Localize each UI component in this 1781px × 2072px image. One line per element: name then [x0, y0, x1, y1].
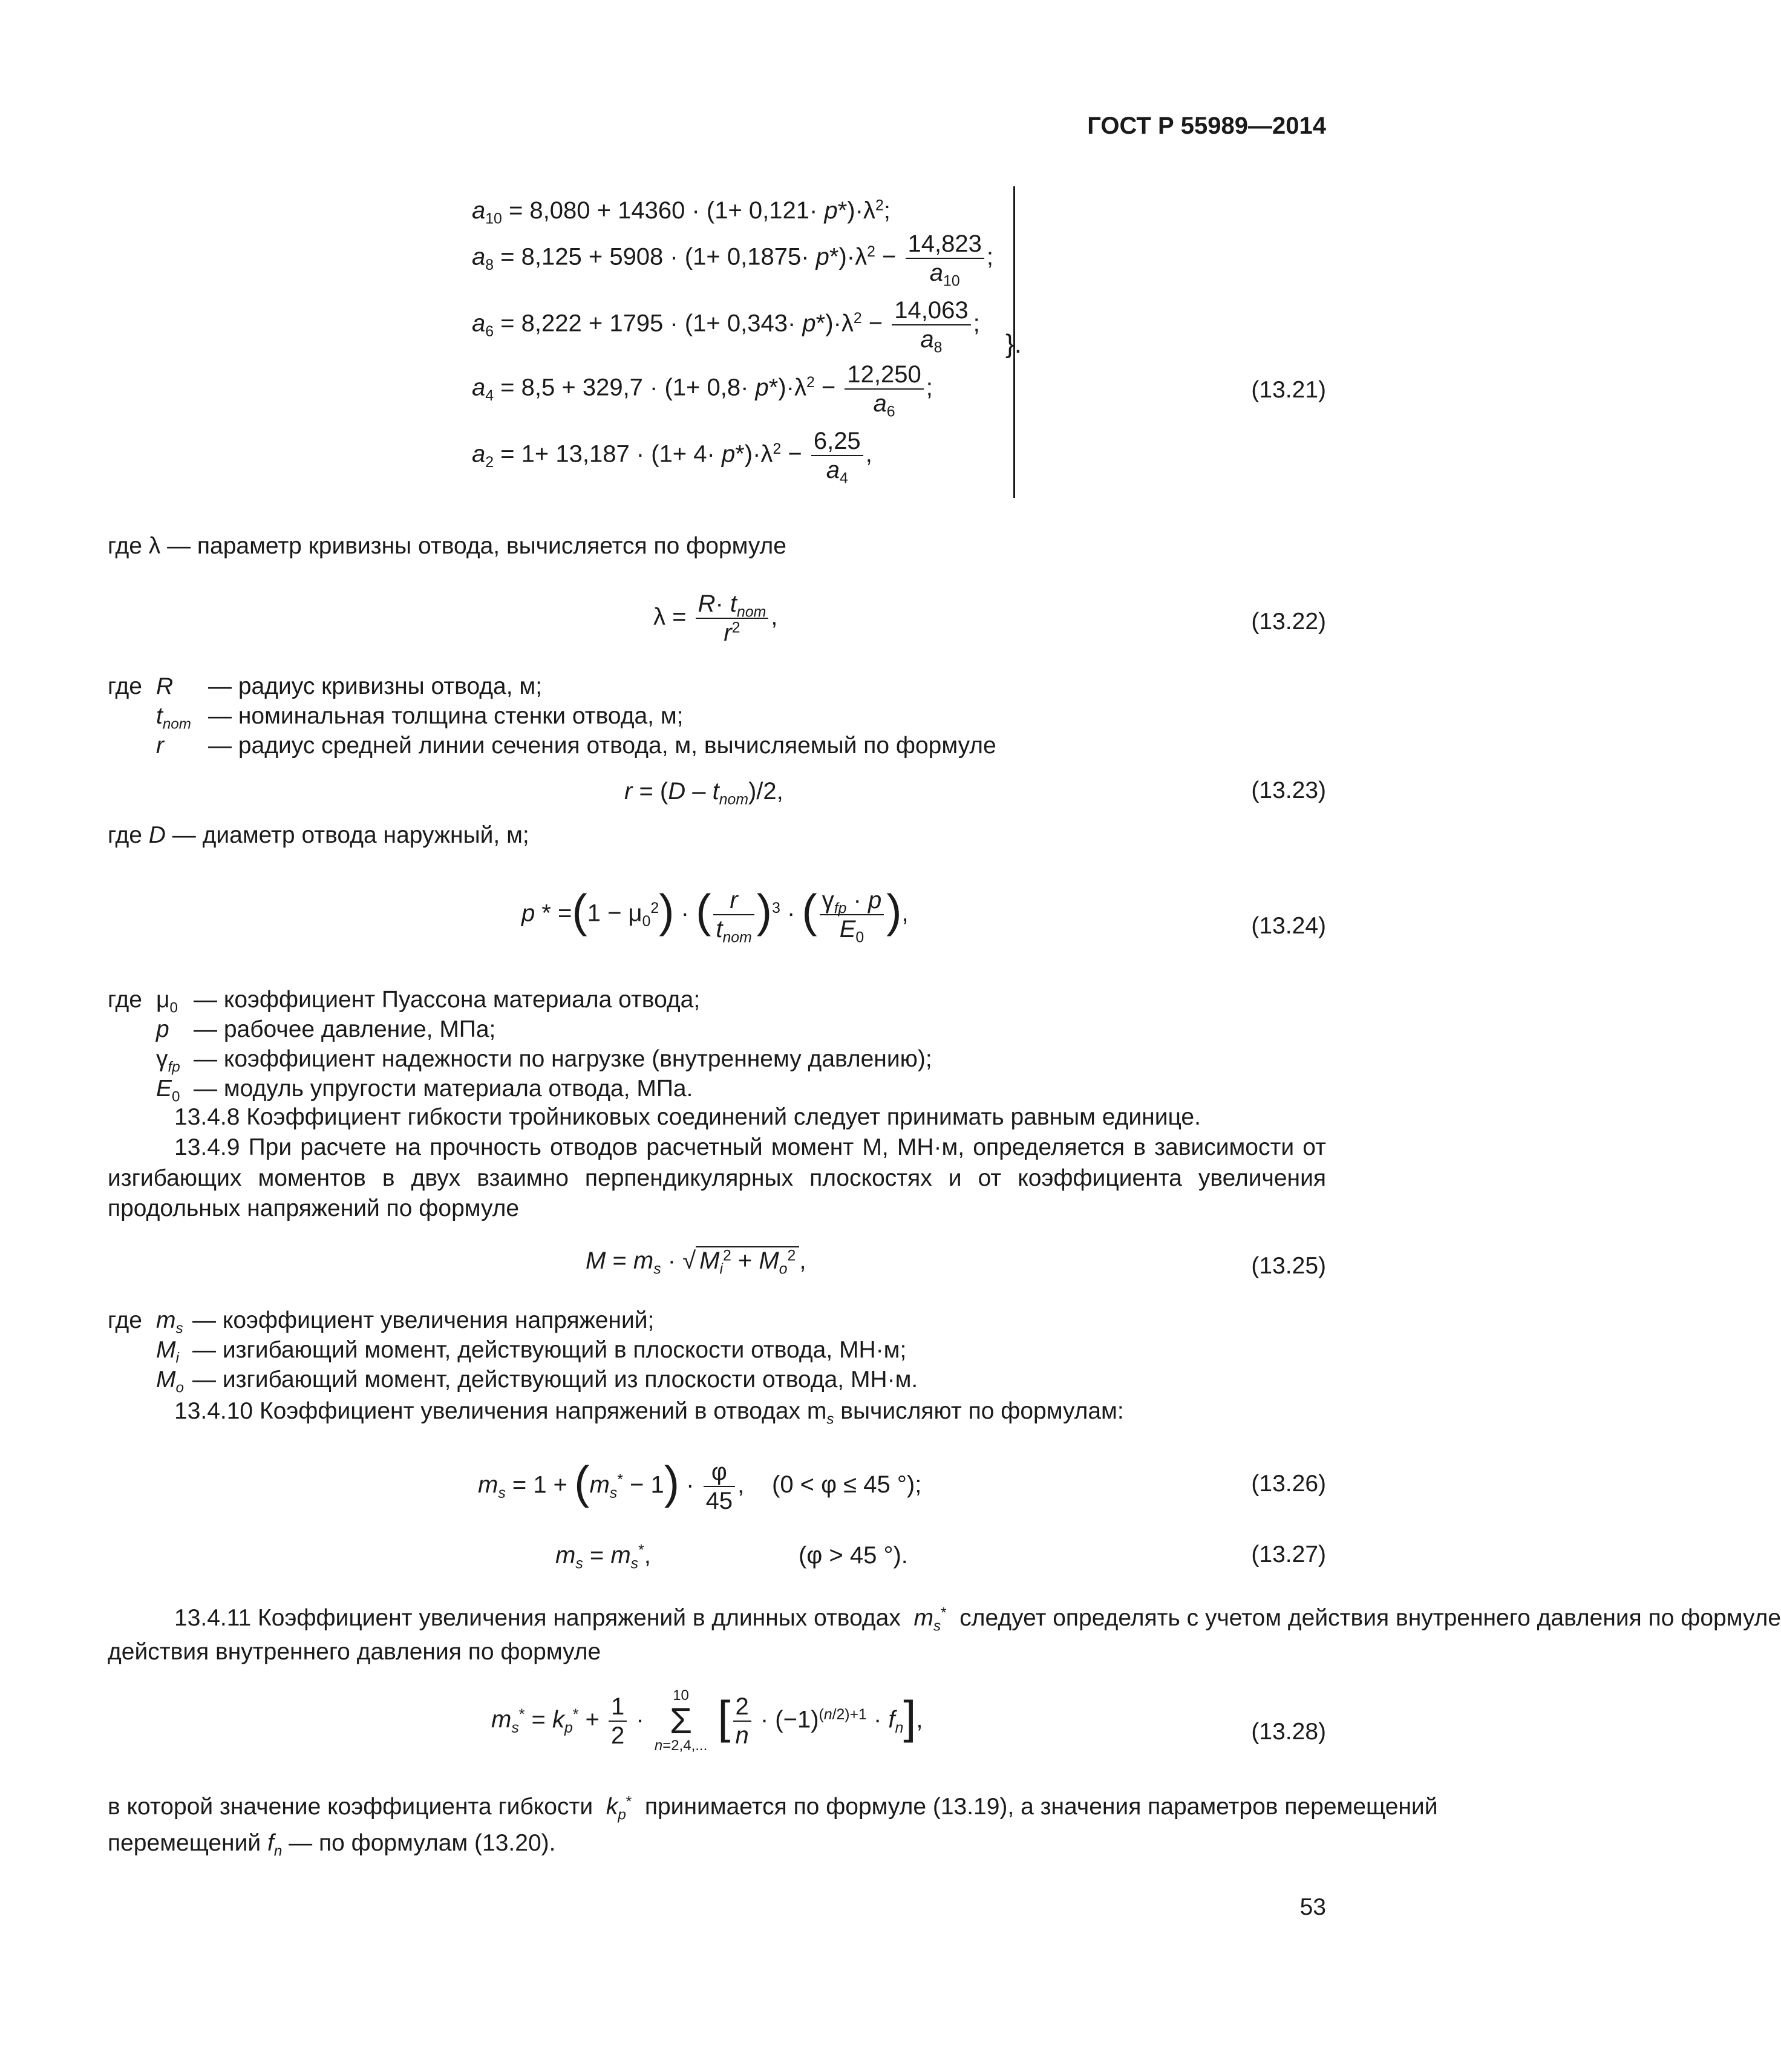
- lambda-intro: где λ — параметр кривизны отвода, вычисляется по формуле: [108, 533, 786, 559]
- paragraph-13-4-10: 13.4.10 Коэффициент увеличения напряжений в отводах $m_s$ вычисляют по формулам:: [174, 1398, 1124, 1428]
- document-header: ГОСТ Р 55989—2014: [1087, 113, 1326, 139]
- condition-13-26: (0 < φ ≤ 45 °);: [772, 1471, 922, 1498]
- final-paragraph: в которой значение коэффициента гибкости $k_p^*$ принимается по формуле (13.19), а значения параметров перемещений: [108, 1793, 1438, 1823]
- brace-point: }.: [1005, 329, 1022, 359]
- equation-number: (13.25): [1251, 1253, 1326, 1279]
- equation-13-22: λ = $\frac{R\cdot t_{nom}}{r^2}$ ,: [653, 590, 778, 646]
- equation-13-28: $m_s^* = k_p^*$ + $\frac{1}{2}$ · 10 Σ n=2,4,... [ $\frac{2}{n}$ · $(-1)^{(n/2)+1} \cdot f_n$],: [491, 1687, 923, 1754]
- paragraph-13-4-11: 13.4.11 Коэффициент увеличения напряжений в длинных отводах $m_s^*$ следует определять с учетом действия внутреннего давления по формуле: [174, 1604, 1781, 1635]
- equation-number: (13.26): [1251, 1471, 1326, 1497]
- equation-13-25: $M = m_s$ · √ $M_i^2 + M_o^2$ ,: [586, 1247, 806, 1278]
- equation-number: (13.22): [1251, 609, 1326, 635]
- equation-13-23: $r = (D - t_{nom})/2$,: [624, 778, 783, 808]
- paragraph-13-4-9: 13.4.9 При расчете на прочность отводов расчетный момент M, МН·м, определяется в зависимости от изгибающих моментов в двух взаимно перпендикулярных плоскостях и от коэффициента увеличения продольных напряжений по формуле: [108, 1134, 1326, 1222]
- equation-13-24: $p * =(1 - \mu_0^2)$ · ( $\frac{r}{t_{nom}}$ )$^3$ · ( $\frac{\gamma_{fp} \cdot p}{E_0}$ ),: [521, 885, 909, 946]
- final-paragraph-cont: перемещений $f_n$ — по формулам (13.20).: [108, 1830, 556, 1860]
- equation-number: (13.23): [1251, 777, 1326, 803]
- equation-number: (13.27): [1251, 1541, 1326, 1567]
- page-number: 53: [1299, 1894, 1326, 1920]
- definition-d: где D — диаметр отвода наружный, м;: [108, 822, 529, 848]
- equation-number: (13.28): [1251, 1719, 1326, 1745]
- paragraph-13-4-8: 13.4.8 Коэффициент гибкости тройниковых соединений следует принимать равным единице.: [174, 1104, 1201, 1130]
- equation-13-27: $m_s = m_s^*$,: [555, 1542, 651, 1572]
- equation-number: (13.24): [1251, 913, 1326, 939]
- equation-13-21: $a_{10} = 8,080 + 14360 \cdot (1+ 0,121\cdot p*)\cdot\lambda^2$; $a_8 = 8,125 + 5908 \cdot (1+ 0,1875\cdot p*)\cdot\lambda^2$ − $\frac{14,823}{a_{10}}$ ; $a_6 = 8,222 + 1795 \cdot (1+ 0,343\cdot p*)\cdot\lambda^2$ − $\frac{14,063}{a_8}$ ; $a_4 = 8,5 + 329,7 \cdot (1+ 0,8\cdot p*)\cdot\lambda^2$ − $\frac{12,250}{a_6}$ ; $a_2 = 1+ 13,187 \cdot (1+ 4\cdot p*)\cdot\lambda^2$ − $\frac{6,25}{a_4}$ ,: [472, 197, 993, 487]
- condition-13-27: (φ > 45 °).: [799, 1542, 908, 1569]
- paragraph-13-4-11-cont: действия внутреннего давления по формуле: [108, 1639, 601, 1665]
- equation-number: (13.21): [1251, 377, 1326, 403]
- equation-13-26: $m_s = 1 + (m_s^* - 1)$ · $\frac{\varphi}{45}$ ,: [478, 1457, 745, 1514]
